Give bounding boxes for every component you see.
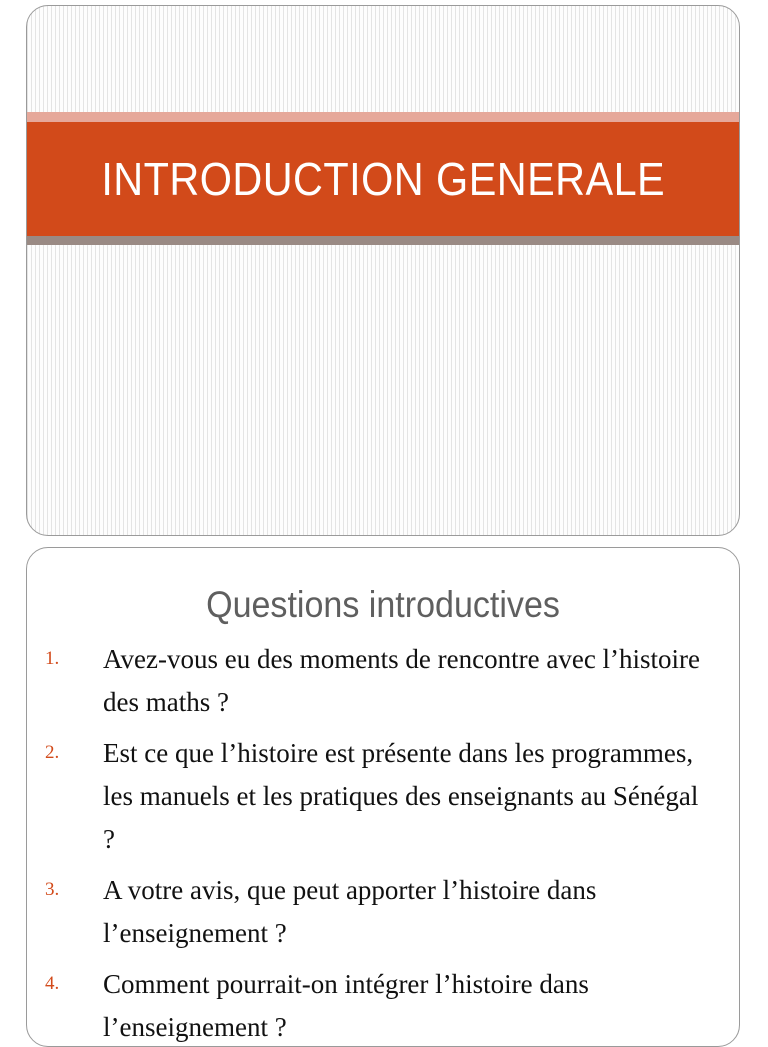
list-item-text: A votre avis, que peut apporter l’histoire dans l’enseignement ? bbox=[103, 875, 597, 948]
title-band-highlight bbox=[27, 112, 739, 122]
list-item-number: 4. bbox=[45, 973, 60, 994]
list-item bbox=[27, 732, 739, 861]
list-item bbox=[27, 963, 739, 1047]
slide-title: INTRODUCTION GENERALE bbox=[101, 153, 665, 205]
questions-slide bbox=[26, 547, 740, 1047]
list-item-text: Avez-vous eu des moments de rencontre avec l’histoire des maths ? bbox=[103, 644, 701, 717]
list-item bbox=[27, 869, 739, 955]
question-list bbox=[27, 638, 739, 1047]
title-band bbox=[27, 122, 739, 236]
slide-heading: Questions introductives bbox=[206, 584, 560, 625]
list-item-number: 1. bbox=[45, 648, 60, 669]
title-band-shadow bbox=[27, 236, 739, 245]
list-item-text: Est ce que l’histoire est présente dans les programmes, les manuels et les pratiques des enseignants au Sénégal ? bbox=[103, 738, 699, 854]
list-item-number: 2. bbox=[45, 742, 60, 763]
list-item-number: 3. bbox=[45, 879, 60, 900]
list-item-text: Comment pourrait-on intégrer l’histoire dans l’enseignement ? bbox=[103, 969, 589, 1042]
list-item bbox=[27, 638, 739, 724]
title-slide bbox=[26, 5, 740, 536]
